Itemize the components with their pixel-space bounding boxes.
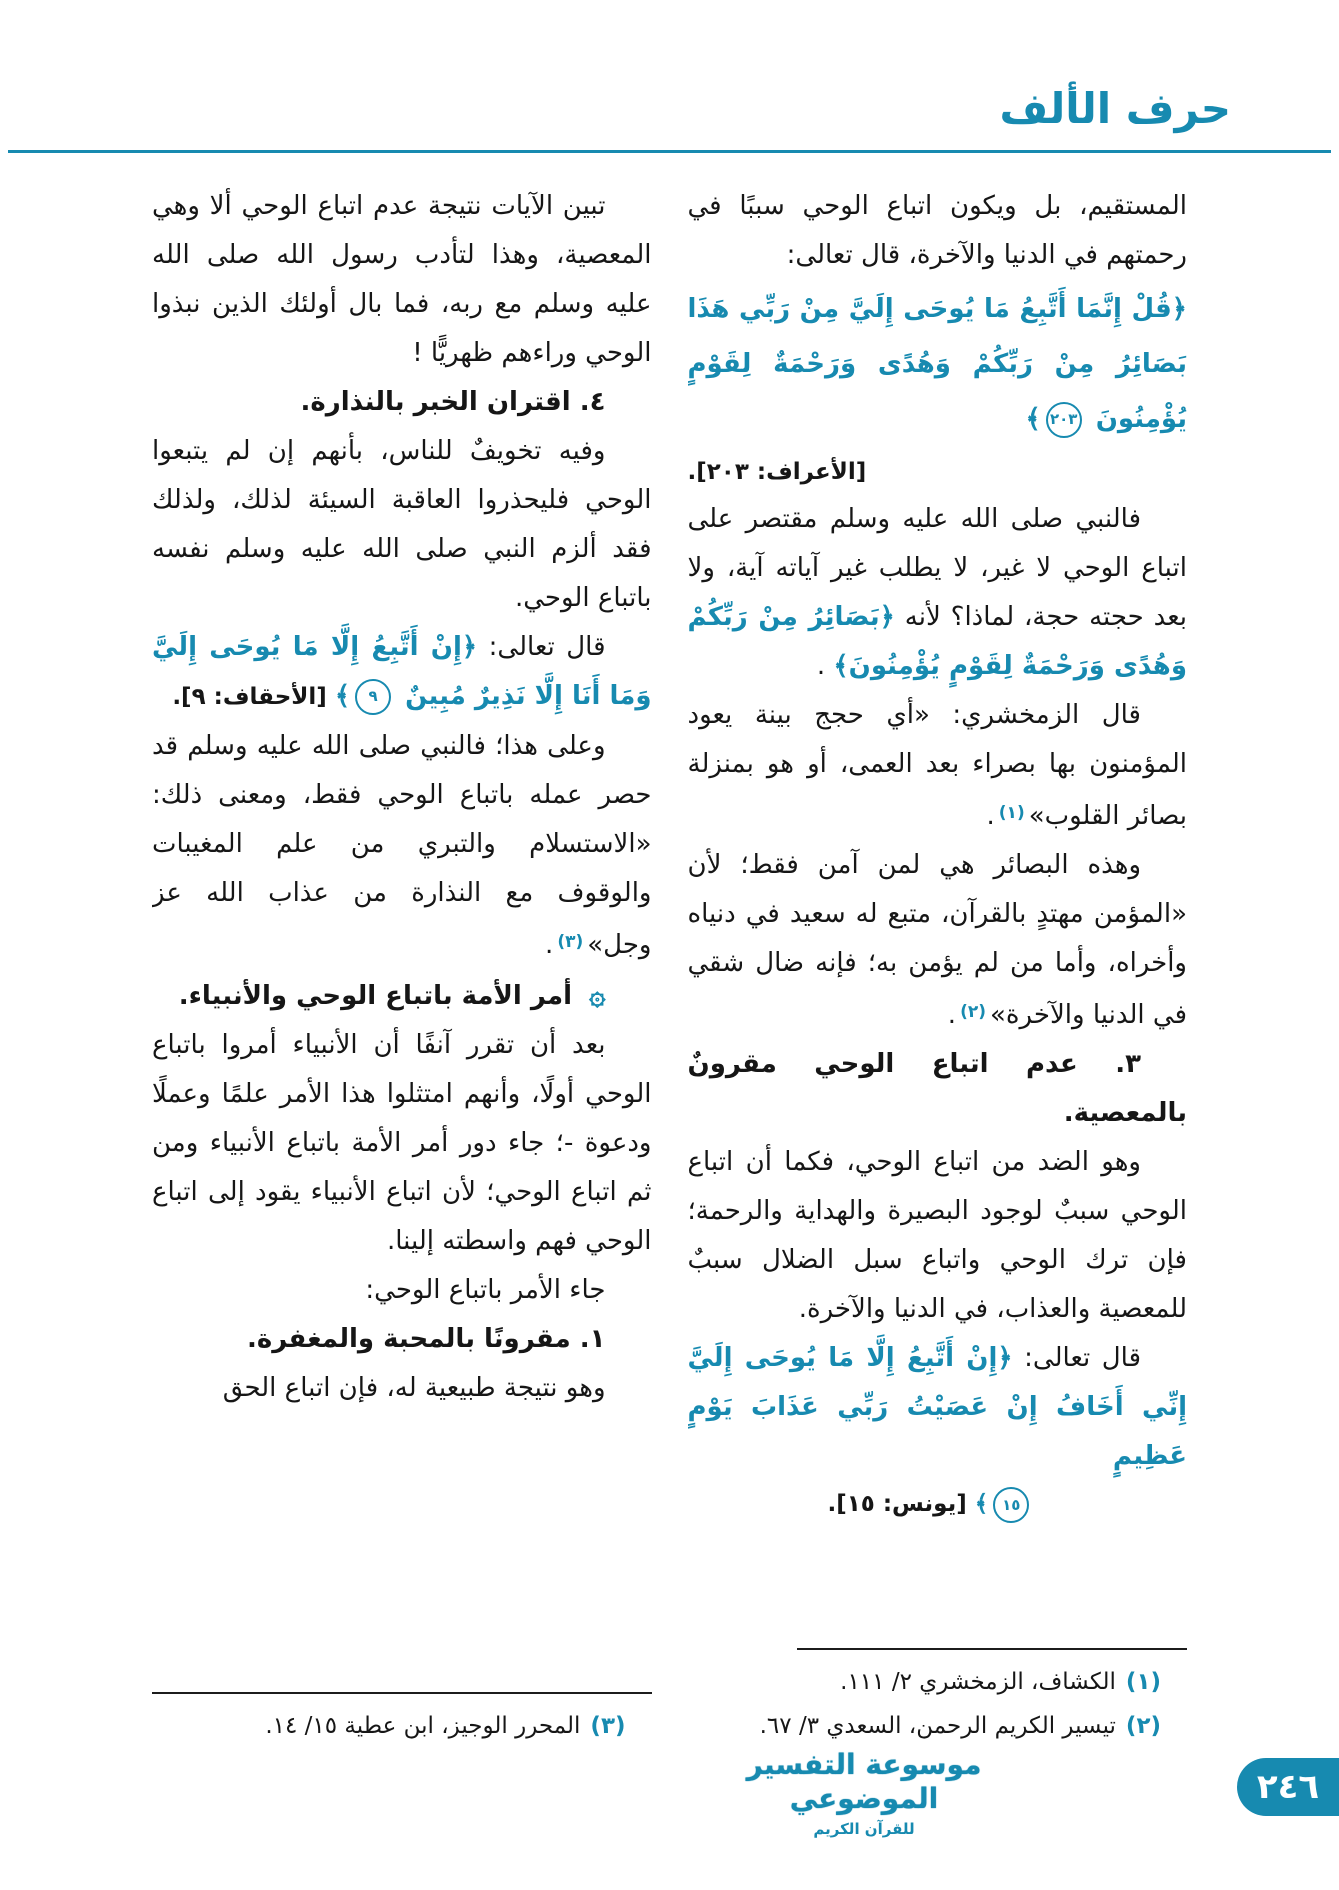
text-segment: قال تعالى: xyxy=(477,632,606,662)
ayah-number-icon: ٩ xyxy=(355,679,391,715)
paragraph xyxy=(152,182,652,378)
text-segment: قال تعالى: xyxy=(1012,1343,1141,1373)
footnote-separator xyxy=(797,1648,1187,1650)
page-number-badge: ٢٤٦ xyxy=(1237,1758,1339,1816)
flower-ornament-icon: ۞ xyxy=(589,978,606,1011)
quran-verse: ﴿بَصَائِرُ مِنْ رَبِّكُمْ وَهُدًى وَرَحْمَةٌ لِقَوْمٍ يُؤْمِنُونَ﴾ xyxy=(687,602,1187,681)
publisher-logo xyxy=(719,1748,1009,1838)
footnote-separator xyxy=(152,1692,652,1694)
text-segment: وهو نتيجة طبيعية له، فإن اتباع الحق xyxy=(222,1373,606,1403)
footnote-list xyxy=(688,1660,1188,1748)
paragraph xyxy=(688,1138,1188,1334)
page-content xyxy=(152,182,1187,1748)
text-segment: قال الزمخشري: «أي حجج بينة يعود المؤمنون بها بصراء بعد العمى، أو هو بمنزلة بصائر القلوب» xyxy=(687,700,1187,831)
text-segment: ١. مقرونًا بالمحبة والمغفرة. xyxy=(247,1324,606,1354)
paragraph xyxy=(152,970,652,1021)
quran-verse: ﴾ xyxy=(1025,404,1041,434)
footnote-marker: (١) xyxy=(998,803,1025,823)
column-right-body xyxy=(688,182,1188,1527)
text-segment: المستقيم، بل ويكون اتباع الوحي سببًا في رحمتهم في الدنيا والآخرة، قال تعالى: xyxy=(687,191,1187,270)
text-segment: ٤. اقتران الخبر بالنذارة. xyxy=(300,387,606,417)
paragraph xyxy=(688,1481,1188,1527)
text-segment: ٣. عدم اتباع الوحي مقرونٌ بالمعصية. xyxy=(687,1049,1187,1128)
footnote-text: الكشاف، الزمخشري ٢/ ١١١. xyxy=(840,1669,1116,1695)
footnotes-right xyxy=(688,1642,1188,1748)
text-segment: بعد أن تقرر آنفًا أن الأنبياء أمروا باتباع الوحي أولًا، وأنهم امتثلوا هذا الأمر علمًا وعملًا ودعوة -؛ جاء دور أمر الأمة باتباع الأنبياء ومن ثم اتباع الوحي؛ لأن اتباع الأنبياء يقود إلى اتباع الوحي فهم واسطته إلينا. xyxy=(152,1030,652,1256)
quran-verse: ﴿قُلْ إِنَّمَا أَتَّبِعُ مَا يُوحَى إِلَيَّ مِنْ رَبِّي هَذَا بَصَائِرُ مِنْ رَبِّكُمْ وَهُدًى وَرَحْمَةٌ لِقَوْمٍ يُؤْمِنُونَ xyxy=(687,294,1187,434)
footnote-list xyxy=(152,1704,652,1748)
paragraph xyxy=(152,378,652,427)
footnote-number: (١) xyxy=(1125,1669,1161,1695)
text-segment: وفيه تخويفٌ للناس، بأنهم إن لم يتبعوا الوحي فليحذروا العاقبة السيئة لذلك، ولذلك فقد ألزم النبي صلى الله عليه وسلم نفسه باتباع الوحي. xyxy=(152,436,652,613)
text-segment: . xyxy=(947,1000,957,1030)
paragraph xyxy=(688,1040,1188,1138)
ayah-number-icon: ١٥ xyxy=(993,1487,1029,1523)
logo-subtitle: للقرآن الكريم xyxy=(813,1820,915,1838)
verse-reference: [يونس: ١٥]. xyxy=(827,1491,967,1517)
verse-reference: [الأحقاف: ٩]. xyxy=(172,684,335,710)
text-segment: وهذه البصائر هي لمن آمن فقط؛ لأن «المؤمن مهتدٍ بالقرآن، متبع له سعيد في دنياه وأخراه، وأما من لم يؤمن به؛ فإنه ضال شقي في الدنيا والآخرة» xyxy=(687,850,1187,1030)
text-segment: وعلى هذا؛ فالنبي صلى الله عليه وسلم قد حصر عمله باتباع الوحي فقط، ومعنى ذلك: «الاستسلام والتبري من علم المغيبات والوقوف مع النذارة من عذاب الله عز وجل» xyxy=(152,731,652,960)
paragraph xyxy=(688,449,1188,495)
text-segment: أمر الأمة باتباع الوحي والأنبياء. xyxy=(178,981,582,1011)
quran-verse: ﴿إِنْ أَتَّبِعُ إِلَّا مَا يُوحَى إِلَيَّ وَمَا أَنَا إِلَّا نَذِيرٌ مُبِينٌ xyxy=(152,632,652,711)
paragraph xyxy=(152,1266,652,1315)
paragraph xyxy=(152,1021,652,1266)
text-segment: وهو الضد من اتباع الوحي، فكما أن اتباع الوحي سببٌ لوجود البصيرة والهداية والرحمة؛ فإن ترك الوحي واتباع سبل الضلال سببٌ للمعصية والعذاب، في الدنيا والآخرة. xyxy=(687,1147,1187,1324)
paragraph xyxy=(152,722,652,970)
section-header-title: حرف الألف xyxy=(999,84,1231,133)
paragraph xyxy=(688,495,1188,691)
column-left-body xyxy=(152,182,652,1413)
header-rule xyxy=(8,150,1331,153)
paragraph xyxy=(152,1364,652,1413)
text-segment: فالنبي صلى الله عليه وسلم مقتصر على اتباع الوحي لا غير، لا يطلب غير آياته آية، ولا بعد حجته حجة، لماذا؟ لأنه xyxy=(687,504,1187,632)
verse-reference: [الأعراف: ٢٠٣]. xyxy=(687,459,867,485)
footnote-marker: (٢) xyxy=(960,1002,987,1022)
quran-verse: ﴾ xyxy=(334,681,351,711)
column-right xyxy=(688,182,1188,1748)
paragraph xyxy=(688,182,1188,280)
footnote-marker: (٣) xyxy=(557,932,584,952)
footnote xyxy=(688,1704,1188,1748)
paragraph xyxy=(688,1334,1188,1481)
paragraph xyxy=(688,691,1188,841)
ayah-number-icon: ٢٠٣ xyxy=(1046,402,1082,438)
paragraph xyxy=(152,1315,652,1364)
quran-verse: ﴾ xyxy=(966,1491,989,1517)
footnote-number: (٢) xyxy=(1125,1713,1161,1739)
logo-title: موسوعة التفسير الموضوعي xyxy=(746,1748,982,1815)
footnote-text: تيسير الكريم الرحمن، السعدي ٣/ ٦٧. xyxy=(759,1713,1116,1739)
text-segment: تبين الآيات نتيجة عدم اتباع الوحي ألا وهي المعصية، وهذا لتأدب رسول الله صلى الله عليه وسلم مع ربه، فما بال أولئك الذين نبذوا الوحي وراءهم ظهريًّا ! xyxy=(152,191,652,368)
column-left xyxy=(152,182,652,1748)
footnote-text: المحرر الوجيز، ابن عطية ١٥/ ١٤. xyxy=(265,1713,581,1739)
footnotes-left xyxy=(152,1686,652,1748)
text-segment: . xyxy=(816,651,834,681)
text-segment: . xyxy=(986,801,995,831)
paragraph xyxy=(688,841,1188,1040)
paragraph xyxy=(152,427,652,623)
text-segment: جاء الأمر باتباع الوحي: xyxy=(365,1275,606,1305)
paragraph xyxy=(688,282,1188,447)
footnote xyxy=(688,1660,1188,1704)
footnote xyxy=(152,1704,652,1748)
footnote-number: (٣) xyxy=(590,1713,626,1739)
quran-verse: ﴿إِنْ أَتَّبِعُ إِلَّا مَا يُوحَى إِلَيَّ إِنِّي أَخَافُ إِنْ عَصَيْتُ رَبِّي عَذَابَ يَوْمٍ عَظِيمٍ xyxy=(687,1343,1187,1471)
text-segment: . xyxy=(545,930,554,960)
paragraph xyxy=(152,623,652,722)
